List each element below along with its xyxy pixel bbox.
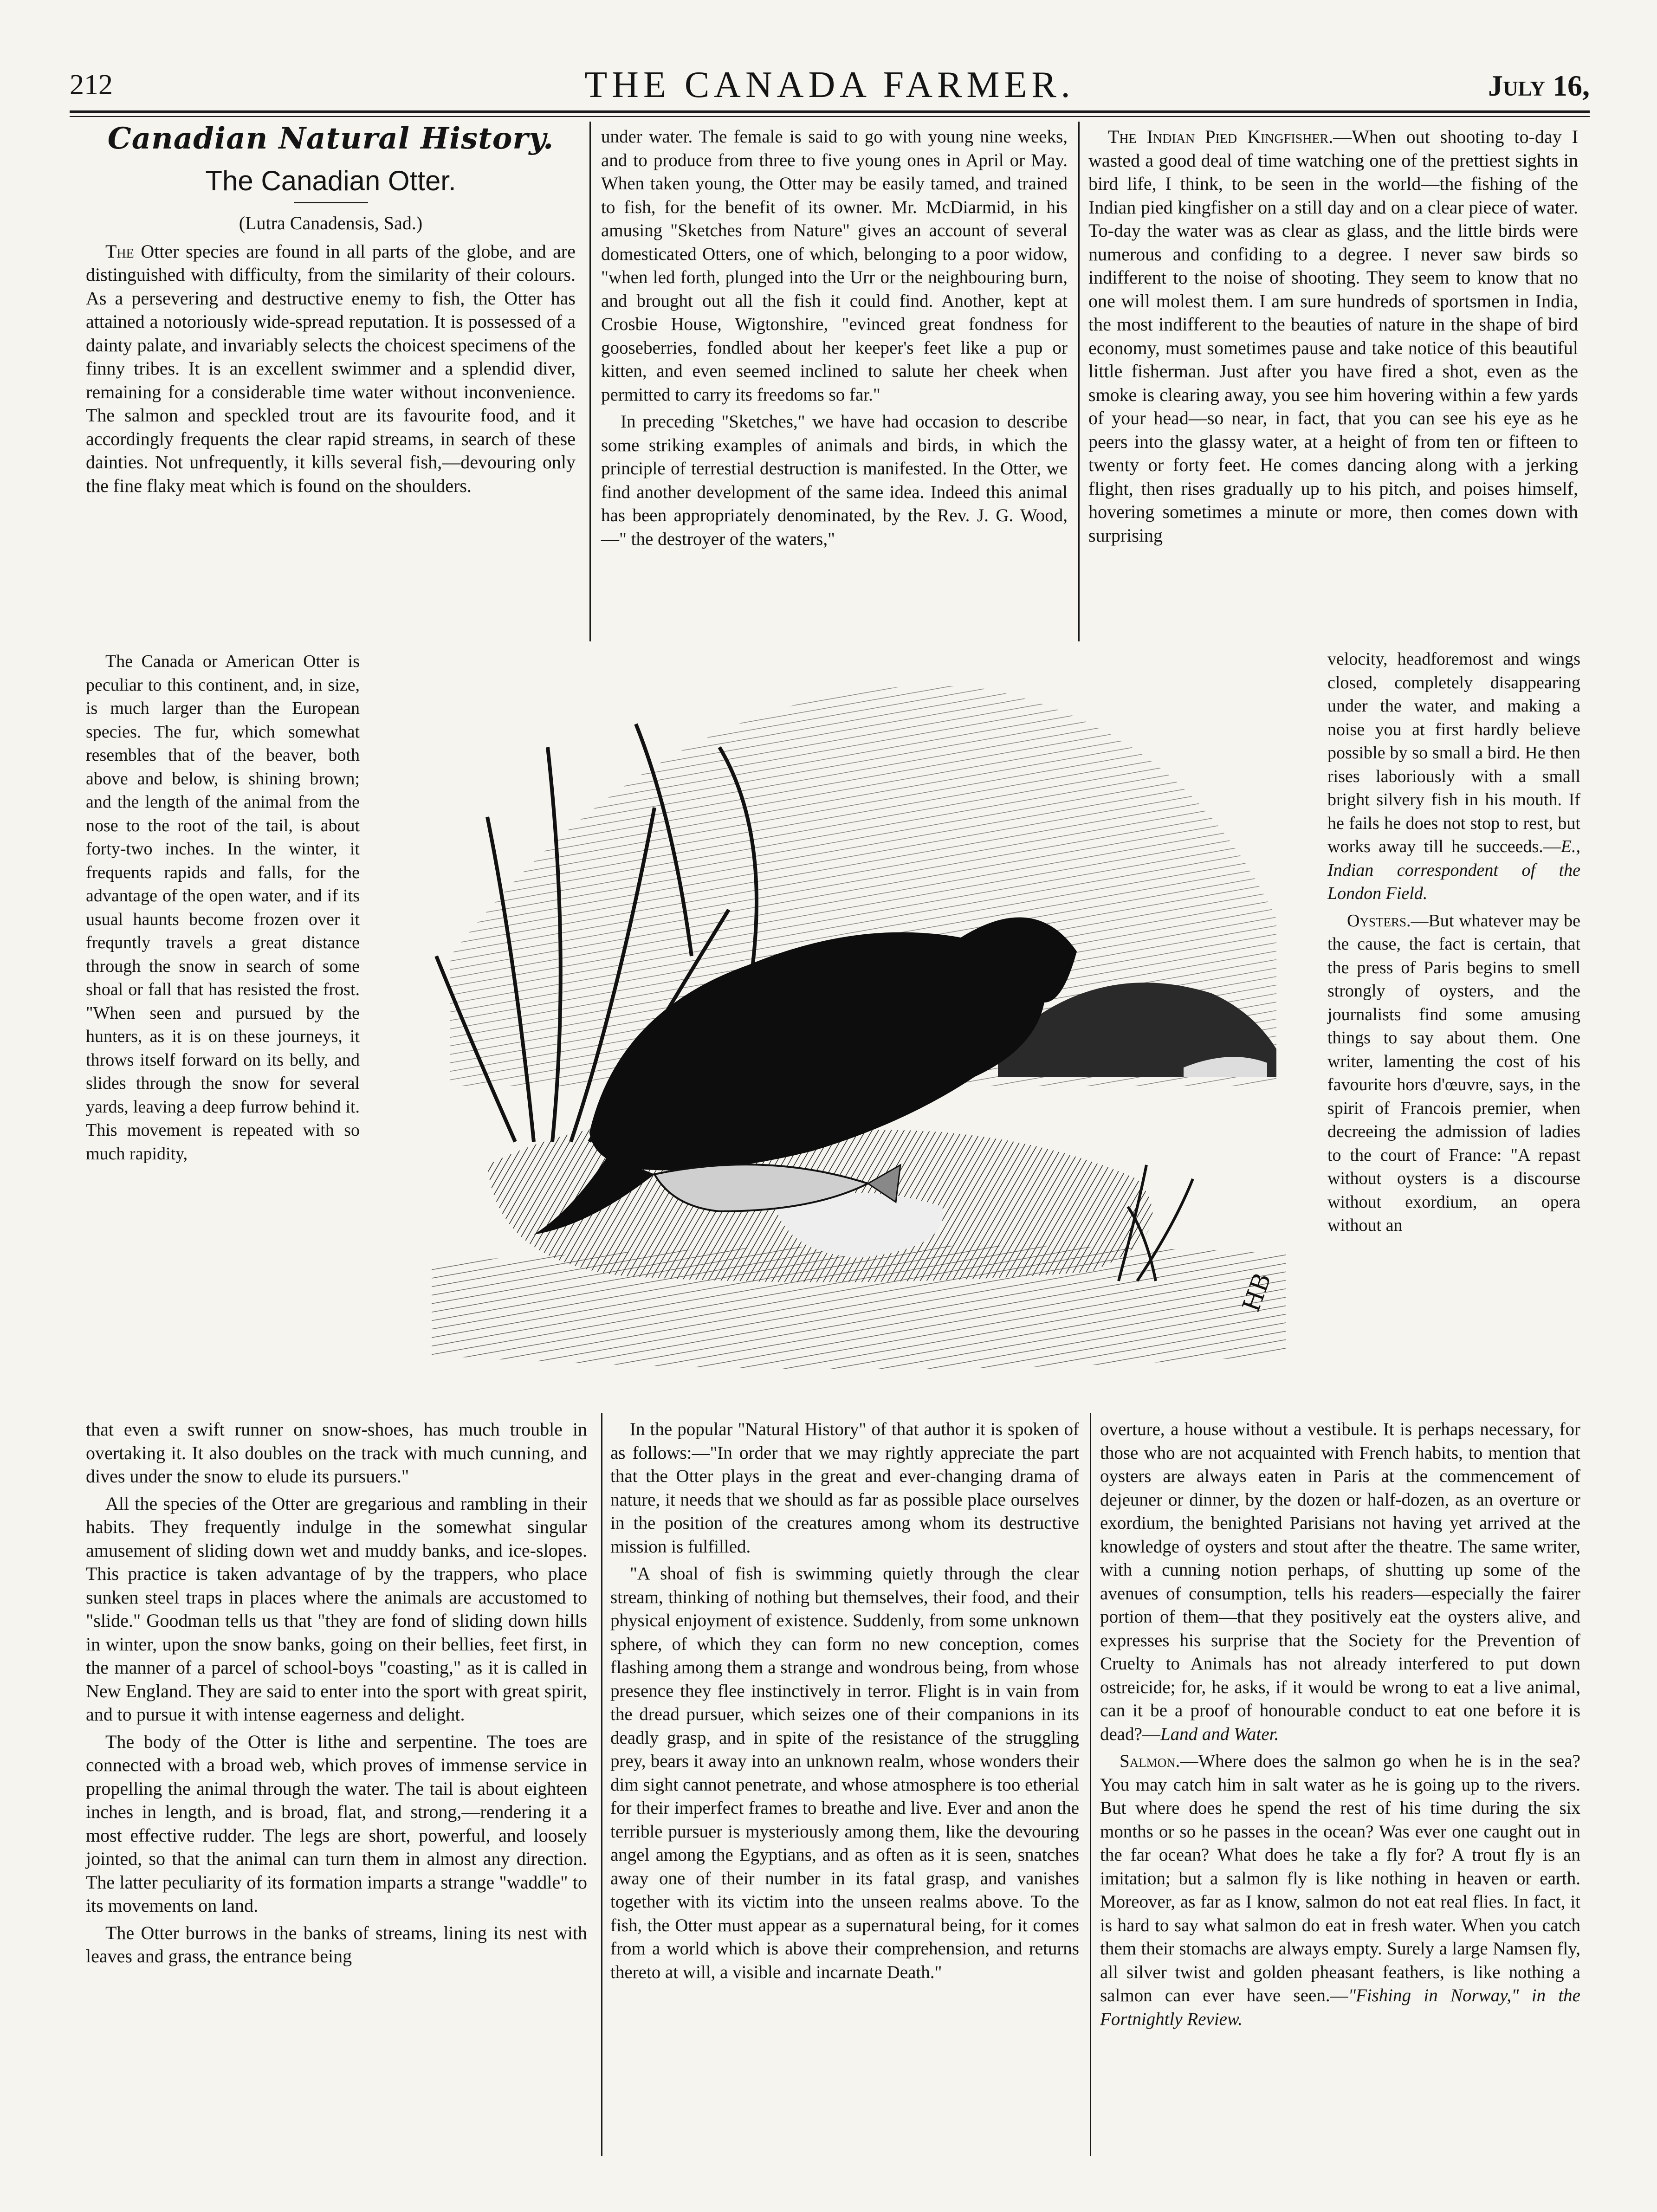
paragraph: The Indian Pied Kingfisher.—When out shooting to-day I wasted a good deal of time watching one of the prettiest sights in bird life, I think, to be seen in the world—the fishing of the Indian pied kingfisher on a still day and on a clear piece of water. To-day the water was as clear as glass, and the little birds were numerous and confiding to a degree. I never saw birds so indifferent to the noise of shooting. They seem to know that no one will molest them. I am sure hundreds of sportsmen in India, the most indifferent to the beauties of nature in the shape of bird economy, must sometimes pause and take notice of this beautiful little fisherman. Just after you have fired a shot, even as the smoke is clearing away, you see him hovering within a few yards of your head—so near, in fact, that you can see his eye as he peers into the glassy water, at a height of from ten or fifteen to twenty or forty feet. He comes dancing along with a jerking flight, then rises gradually up to his pitch, and poises himself, hovering sometimes a minute or more, then comes down with surprising	[1088, 126, 1578, 546]
source-credit: E., Indian correspondent of the London Field.	[1327, 837, 1580, 903]
page-number: 212	[70, 69, 113, 101]
latin-name: (Lutra Canadensis, Sad.)	[239, 213, 423, 233]
paragraph: The body of the Otter is lithe and serpentine. The toes are connected with a broad web, which proves of immense service in propelling the animal through the water. The tail is about eighteen inches in length, and is broad, flat, and strong,—rendering it a most effective rudder. The legs are short, powerful, and loosely jointed, so that the animal can turn them in almost any direction. The latter peculiarity of its formation imparts a strange "waddle" to its movements on land.	[86, 1731, 587, 1916]
title-rule	[294, 202, 368, 203]
newspaper-title: THE CANADA FARMER.	[584, 65, 1075, 105]
masthead	[70, 64, 1590, 115]
artist-monogram: HB	[1237, 1269, 1277, 1316]
lead-heading: Oysters.	[1347, 911, 1411, 931]
paragraph: The Canada or American Otter is peculiar to this continent, and, in size, is much larger than the European species. The fur, which somewhat resembles that of the beaver, both above and below, is shining brown; and the length of the animal from the nose to the root of the tail, is about forty-two inches. In the winter, it frequents rapids and falls, for the advantage of the open water, and if its usual haunts become frozen over it frequntly travels a great distance through the snow in search of some shoal or fall that has resisted the frost. "When seen and pursued by the hunters, as it is on these journeys, it throws itself forward on its belly, and slides through the snow for several yards, leaving a deep furrow behind it. This movement is repeated with so much rapidity,	[86, 652, 360, 1164]
paragraph: overture, a house without a vestibule. It is perhaps necessary, for those who are not acquainted with French habits, to mention that oysters are always eaten in Paris at the commencement of dejeuner or dinner, by the dozen or half-dozen, as an overture or exordium, the benighted Parisians not having yet arrived at the knowledge of oysters and stout after the theatre. The same writer, with a cunning notion perhaps, of shutting up some of the avenues of consumption, tells his readers—especially the fairer portion of them—that they positively eat the oysters alive, and expresses his surprise that the Society for the Prevention of Cruelty to Animals has not already interfered to put down ostreicide; for, he asks, if it would be wrong to eat a live animal, can it be a proof of honourable conduct to eat one before it is dead?—Land and Water.	[1100, 1419, 1580, 1744]
column-rule-1-bottom	[601, 1413, 602, 2156]
source-credit: "Fishing in Norway," in the Fortnightly Review.	[1100, 1986, 1580, 2029]
column-3-top	[1088, 125, 1578, 551]
lead-word: The	[105, 240, 134, 262]
paragraph: In the popular "Natural History" of that author it is spoken of as follows:—"In order that we may rightly appreciate the part that the Otter plays in the great and ever-changing drama of nature, it needs that we should as far as possible place ourselves in the position of the creatures among whom its destructive mission is fulfilled.	[610, 1419, 1079, 1557]
paragraph: that even a swift runner on snow-shoes, has much trouble in overtaking it. It also doubles on the track with much cunning, and dives under the snow to elude its pursuers."	[86, 1419, 587, 1487]
otter-illustration	[395, 631, 1318, 1402]
paragraph: The Otter burrows in the banks of streams, lining its nest with leaves and grass, the entrance being	[86, 1922, 587, 1966]
article-title: The Canadian Otter.	[205, 165, 456, 196]
column-rule-2-top	[1078, 122, 1080, 641]
issue-date: July 16,	[1488, 69, 1590, 102]
paragraph: Oysters.—But whatever may be the cause, the fact is certain, that the press of Paris begins to smell strongly of oysters, and the journalists find some amusing things to say about them. One writer, lamenting the cost of his favourite hors d'œuvre, says, in the spirit of Francois premier, when decreeing the admission of ladies to the court of France: "A repast without oysters is a discourse without exordium, an opera without an	[1327, 911, 1580, 1235]
source-credit: Land and Water.	[1160, 1724, 1279, 1744]
paragraph: under water. The female is said to go with young nine weeks, and to produce from three to five young ones in April or May. When taken young, the Otter may be easily tamed, and trained to fish, for the benefit of its owner. Mr. McDiarmid, in his amusing "Sketches from Nature" gives an account of several domesticated Otters, one of which, belonging to a poor widow, "when led forth, plunged into the Urr or the neighbouring burn, and brought out all the fish it could find. Another, kept at Crosbie House, Wigtonshire, "evinced great fondness for gooseberries, fondled about her keeper's feet like a pup or kitten, and even seemed inclined to salute her cheek when permitted to carry its freedoms so far."	[601, 127, 1068, 405]
paragraph: All the species of the Otter are gregarious and rambling in their habits. They frequently indulge in the somewhat singular amusement of sliding down wet and muddy banks, and ice-slopes. This practice is taken advantage of by the trappers, who place sunken steel traps in places where the animals are accustomed to "slide." Goodman tells us that "they are fond of sliding down hills in winter, upon the snow banks, going on their bellies, feet first, in the manner of a parcel of school-boys "coasting," as it is called in New England. They are said to enter into the sport with great spirit, and to pursue it with intense eagerness and delight.	[86, 1493, 587, 1725]
paragraph: In preceding "Sketches," we have had occasion to describe some striking examples of animals and birds, in which the principle of terrestial destruction is manifested. In the Otter, we find another development of the same idea. Indeed this animal has been appropriately denominated, by the Rev. J. G. Wood, —" the destroyer of the waters,"	[601, 412, 1068, 549]
column-2-bottom	[610, 1418, 1079, 1988]
column-3-narrow	[1327, 647, 1580, 1241]
paragraph: The Otter species are found in all parts of the globe, and are distinguished with difficulty, from the similarity of their colours. As a persevering and destructive enemy to fish, the Otter has attained a notoriously wide-spread reputation. It is possessed of a dainty palate, and invariably selects the choicest specimens of the finny tribes. It is an excellent swimmer and a splendid diver, remaining for a considerable time water without inconvenience. The salmon and speckled trout are its favourite food, and it accordingly frequents the clear rapid streams, in search of these dainties. Not unfrequently, it kills several fish,—devouring only the fine flaky meat which is found on the shoulders.	[86, 240, 576, 496]
column-1-narrow	[86, 650, 360, 1169]
column-rule-2-bottom	[1090, 1413, 1091, 2156]
lead-heading: The Indian Pied Kingfisher.	[1108, 126, 1333, 147]
section-heading: Canadian Natural History.	[107, 121, 554, 156]
masthead-rule-thin	[70, 116, 1590, 117]
column-1-bottom	[86, 1418, 587, 1972]
otter-with-fish-engraving-icon	[395, 631, 1318, 1402]
column-2-top	[601, 125, 1068, 555]
paragraph: Salmon.—Where does the salmon go when he is in the sea? You may catch him in salt water as he is going up to the rivers. But where does he spend the rest of his time during the six months or so he passes in the ocean? Was ever one caught out in the far ocean? What does he take a fly for? A trout fly is an imitation; but a salmon fly is like nothing in heaven or earth. Moreover, as far as I know, salmon do not eat real flies. In fact, it is hard to say what salmon do eat in fresh water. When you catch them their stomachs are always empty. Surely a large Namsen fly, all silver twist and golden pheasant feathers, is like nothing a salmon can ever have seen.—"Fishing in Norway," in the Fortnightly Review.	[1100, 1751, 1580, 2029]
masthead-rule-thick	[70, 110, 1590, 113]
paragraph: "A shoal of fish is swimming quietly through the clear stream, thinking of nothing but themselves, their food, and their physical enjoyment of existence. Suddenly, from some unknown sphere, of which they can form no new conception, comes flashing among them a strange and wondrous being, from whose presence they flee instinctively in terror. Flight is in vain from the dread pursuer, which seizes one of their companions in its deadly grasp, and in spite of the resistance of the struggling prey, bears it away into an unknown realm, whose wonders their dim sight cannot penetrate, and whose atmosphere is too etherial for their imperfect frames to breathe and live. Ever and anon the terrible pursuer is mysteriously among them, like the devouring angel among the Egyptians, and as often as it is seen, snatches away one of their number in its fatal grasp, and vanishes together with its victim into the unseen realms above. To the fish, the Otter must appear as a supernatural being, for it comes from a world which is above their comprehension, and returns thereto at will, a visible and incarnate Death."	[610, 1564, 1079, 1982]
column-rule-1-top	[589, 122, 591, 641]
lead-heading: Salmon.	[1120, 1751, 1180, 1771]
column-1-top	[86, 121, 576, 501]
column-3-bottom	[1100, 1418, 1580, 2035]
paragraph: velocity, headforemost and wings closed, completely disappearing under the water, and making a noise you at first hardly believe possible by so small a bird. He then rises laboriously with a small bright silvery fish in his mouth. If he fails he does not stop to rest, but works away till he succeeds.—E., Indian correspondent of the London Field.	[1327, 649, 1580, 903]
